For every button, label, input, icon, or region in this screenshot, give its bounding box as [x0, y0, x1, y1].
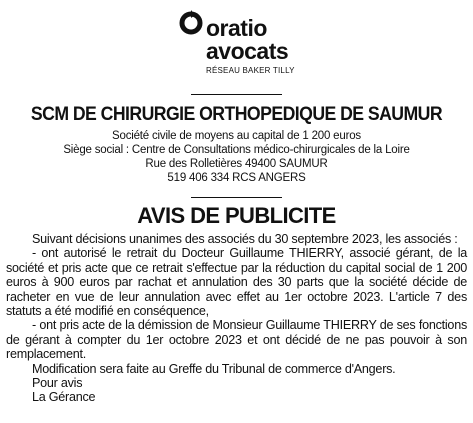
- logo-wordmark-avocats: avocats: [206, 38, 289, 64]
- company-headquarters: Siège social : Centre de Consultations médico-chirurgicales de la Loire: [63, 144, 410, 156]
- top-divider: [191, 94, 282, 95]
- oratio-logo-icon: [178, 10, 204, 36]
- notice-title: AVIS DE PUBLICITE: [137, 203, 336, 228]
- middle-divider: [191, 197, 282, 198]
- notice-body: [6, 232, 467, 405]
- notice-closing-signature: La Gérance: [32, 390, 96, 405]
- logo-subtitle: RÉSEAU BAKER TILLY: [206, 66, 295, 75]
- notice-item-withdrawal: - ont autorisé le retrait du Docteur Guillaume THIERRY, associé gérant, de la société et pris acte que ce retrait s'effectue par la réduction du capital social de 1 200 euros à 900 euros par rachat et annulation des 30 parts que la société décide de racheter en vue de leur annulation avec effet au 1er octobre 2023. L'article 7 des statuts a été modifié en conséquence,: [6, 246, 467, 319]
- company-registration: 519 406 334 RCS ANGERS: [167, 172, 306, 184]
- company-address: Rue des Rolletières 49400 SAUMUR: [145, 158, 328, 170]
- logo-wordmark-oratio: oratio: [206, 15, 267, 41]
- company-name: SCM DE CHIRURGIE ORTHOPEDIQUE DE SAUMUR: [30, 104, 443, 125]
- notice-modification: Modification sera faite au Greffe du Tribunal de commerce d'Angers.: [32, 361, 396, 376]
- oratio-avocats-logo: [176, 8, 326, 80]
- company-capital: Société civile de moyens au capital de 1 200 euros: [112, 130, 361, 142]
- notice-intro: Suivant décisions unanimes des associés du 30 septembre 2023, les associés :: [32, 232, 458, 246]
- notice-closing-pour-avis: Pour avis: [32, 376, 83, 391]
- notice-item-resignation: - ont pris acte de la démission de Monsieur Guillaume THIERRY de ses fonctions de gérant à compter du 1er octobre 2023 et ont décidé de ne pas pouvoir à son remplacement.: [6, 318, 467, 362]
